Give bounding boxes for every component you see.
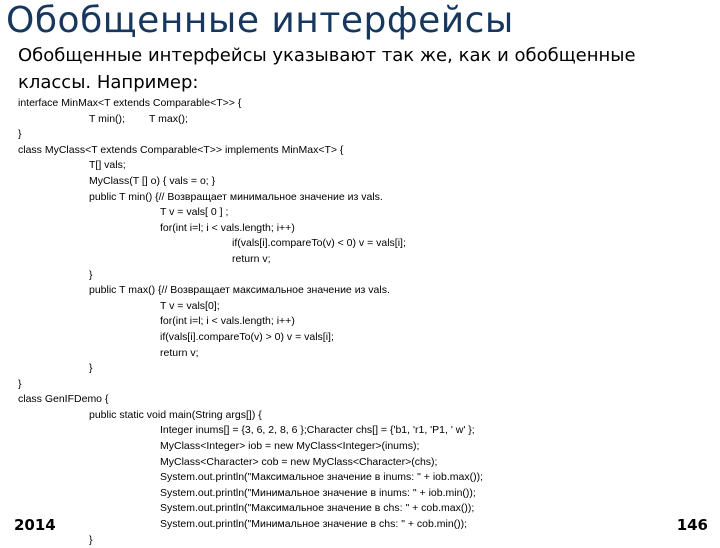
code-line: for(int i=l; i < vals.length; i++) xyxy=(160,221,295,234)
code-line: public static void main(String args[]) { xyxy=(89,408,262,421)
code-line xyxy=(18,112,708,128)
code-line: return v; xyxy=(160,346,199,359)
page-number: 146 xyxy=(676,516,708,534)
code-line: } xyxy=(89,268,93,281)
code-line: class GenIFDemo { xyxy=(18,393,109,406)
code-line: Integer inums[] = {3, 6, 2, 8, 6 };Character chs[] = {'b1, 'r1, 'P1, ' w' }; xyxy=(160,424,475,437)
code-line: MyClass(T [] o) { vals = o; } xyxy=(89,174,216,187)
code-line: public T min() {// Возвращает минимальное значение из vals. xyxy=(89,190,383,203)
code-line: class MyClass<T extends Comparable<T>> implements MinMax<T> { xyxy=(18,143,344,156)
code-line: } xyxy=(18,377,22,390)
code-line: System.out.println("Минимальное значение в chs: " + cob.min()); xyxy=(160,518,468,531)
code-line: T v = vals[ 0 ] ; xyxy=(160,206,229,219)
code-fragment: T min(); xyxy=(89,112,125,125)
code-line: if(vals[i].compareTo(v) < 0) v = vals[i]; xyxy=(232,237,406,250)
code-fragment: T max(); xyxy=(148,112,188,125)
code-line: return v; xyxy=(232,252,271,265)
code-line: for(int i=l; i < vals.length; i++) xyxy=(160,315,295,328)
code-line: T[] vals; xyxy=(89,159,126,172)
slide-title: Обобщенные интерфейсы xyxy=(6,0,514,41)
code-line: if(vals[i].compareTo(v) > 0) v = vals[i]; xyxy=(160,330,334,343)
code-line: System.out.println("Максимальное значение в chs: " + cob.max()); xyxy=(160,502,475,515)
code-line: T v = vals[0]; xyxy=(160,299,220,312)
code-line: System.out.println("Минимальное значение в inums: " + iob.min()); xyxy=(160,486,476,499)
code-line: interface MinMax<T extends Comparable<T>> { xyxy=(18,97,242,109)
intro-text-line-2: классы. Например: xyxy=(18,72,199,93)
code-line: } xyxy=(18,128,22,141)
footer-year: 2014 xyxy=(14,516,56,534)
code-line: MyClass<Character> cob = new MyClass<Character>(chs); xyxy=(160,455,438,468)
code-line: System.out.println("Максимальное значение в inums: " + iob.max()); xyxy=(160,471,483,484)
code-line: } xyxy=(89,362,93,375)
code-listing xyxy=(18,96,708,548)
intro-text-line-1: Обобщенные интерфейсы указывают так же, как и обобщенные xyxy=(18,45,636,66)
code-line: public T max() {// Возвращает максимальное значение из vals. xyxy=(89,284,390,297)
code-line: } xyxy=(89,533,93,546)
code-line: MyClass<Integer> iob = new MyClass<Integer>(inums); xyxy=(160,440,420,453)
